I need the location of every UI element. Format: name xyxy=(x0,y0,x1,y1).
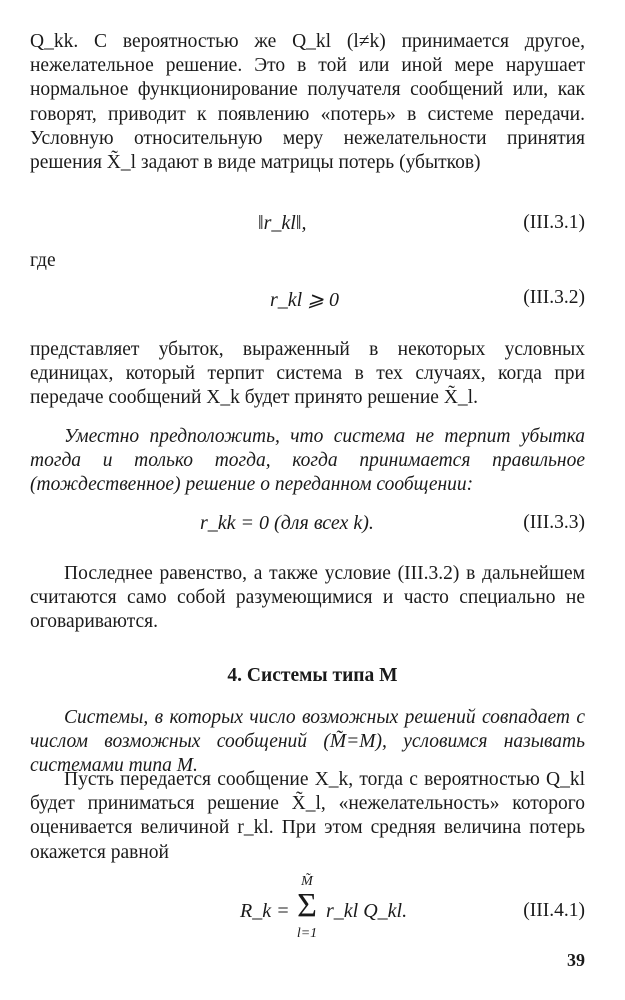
paragraph-type-m-definition: Системы, в которых число возможных решений совпадает с числом возможных сообщений (M̃=M), условимся называть системами типа M. xyxy=(30,707,585,777)
equation-nonnegative-loss: r_kl ⩾ 0 xyxy=(270,289,339,311)
equation-average-loss-rhs: r_kl Q_kl. xyxy=(326,900,408,922)
paragraph-average-loss-intro: Пусть передается сообщение X_k, тогда с вероятностью Q_kl будет приниматься решение X̃_l, «нежелательность» которого оценивается величиной r_kl. При этом средняя величина потерь окажется равной xyxy=(30,769,585,863)
sum-lower-limit: l=1 xyxy=(296,926,318,941)
equation-number-III-3-2: (III.3.2) xyxy=(523,287,585,308)
sum-upper-limit: M̃ xyxy=(301,874,313,889)
paragraph-loss-description: представляет убыток, выраженный в некоторых условных единицах, который терпит система в тех случаях, когда при передаче сообщений X_k будет принято решение X̃_l. xyxy=(30,339,585,409)
equation-number-III-3-1: (III.3.1) xyxy=(523,212,585,233)
equation-zero-loss-correct: r_kk = 0 (для всех k). xyxy=(200,512,374,534)
paragraph-loss-matrix-intro: Q_kk. С вероятностью же Q_kl (l≠k) принимается другое, нежелательное решение. Это в той или иной мере нарушает нормальное функционирование получателя сообщений или, как говорят, приводит к появлению «потерь» в системе передачи. Условную относительную меру нежелательности принятия решения X̃_l задают в виде матрицы потерь (убытков) xyxy=(30,31,585,174)
paragraph-last-equality-note: Последнее равенство, а также условие (III.3.2) в дальнейшем считаются само собой разумеющимися и часто специально не оговариваются. xyxy=(30,563,585,633)
section-heading: 4. Системы типа M xyxy=(227,665,398,686)
page-number: 39 xyxy=(567,950,585,970)
equation-number-III-3-3: (III.3.3) xyxy=(523,512,585,533)
equation-average-loss-lhs: R_k = xyxy=(240,900,290,922)
equation-number-III-4-1: (III.4.1) xyxy=(523,900,585,921)
paragraph-assumption-italic: Уместно предположить, что система не терпит убытка тогда и только тогда, когда принимается правильное (тождественное) решение о переданном сообщении: xyxy=(30,426,585,496)
summation-symbol xyxy=(292,874,322,944)
sigma-glyph: Σ xyxy=(297,887,317,924)
equation-loss-matrix: ‖r_kl‖, xyxy=(258,212,307,234)
word-where: где xyxy=(30,250,56,271)
